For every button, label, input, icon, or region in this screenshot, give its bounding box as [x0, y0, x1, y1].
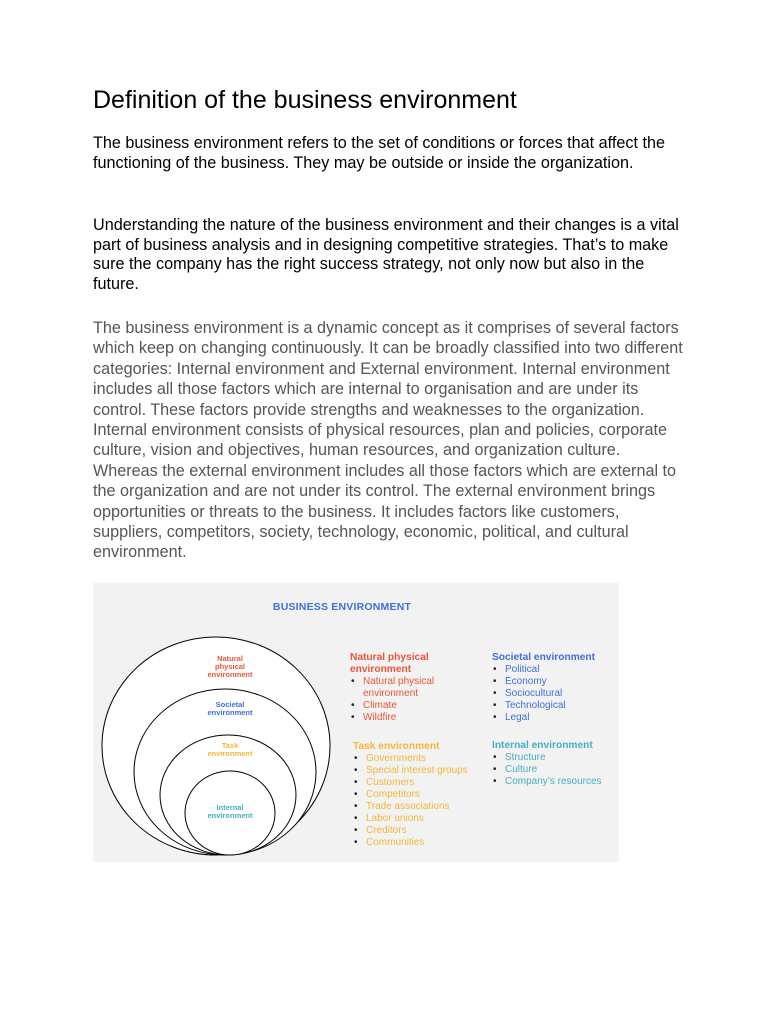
- natural-environment-list: [350, 652, 463, 724]
- list-item: • Communities: [353, 837, 468, 849]
- natural-heading-1: Natural physical: [350, 652, 429, 663]
- list-item: • Natural physical environment: [350, 676, 463, 700]
- circle-label-natural-2: physical: [214, 662, 246, 671]
- page-title: Definition of the business environment: [93, 86, 517, 114]
- circle-label-task-1: Task: [221, 741, 239, 750]
- natural-heading-2: environment: [350, 664, 412, 675]
- list-item: • Competitors: [353, 789, 468, 801]
- list-item: • Labor unions: [353, 813, 468, 825]
- list-item: • Special interest groups: [353, 765, 468, 777]
- circle-label-societal-1: Societal: [215, 700, 245, 709]
- internal-heading: Internal environment: [492, 740, 593, 751]
- paragraph-understanding: Understanding the nature of the business environment and their changes is a vital part of business analysis and in designing competitive strategies. That’s to make sure the company has the right success strategy, not only now but also in the future.: [93, 216, 679, 293]
- list-item: • Trade associations: [353, 801, 468, 813]
- task-environment-list: [353, 741, 468, 849]
- internal-environment-list: [492, 740, 602, 788]
- societal-environment-list: [492, 652, 595, 724]
- circle-label-societal-2: environment: [207, 708, 253, 717]
- list-item: • Company’s resources: [492, 776, 602, 788]
- list-item: • Economy: [492, 676, 595, 688]
- paragraph-dynamic-concept: The business environment is a dynamic concept as it comprises of several factors which keep on changing continuously. It can be broadly classified into two different categories: Internal environment and External environment. Internal environment includes all those factors which are internal to organisation and are under its control. These factors provide strengths and weaknesses to the organization. Internal environment consists of physical resources, plan and policies, corporate culture, vision and objectives, human resources, and organization culture. Whereas the external environment includes all those factors which are external to the organization and are not under its control. The external environment brings opportunities or threats to the business. It includes factors like customers, suppliers, competitors, society, technology, economic, political, and cultural environment.: [93, 319, 683, 562]
- list-item: • Legal: [492, 712, 595, 724]
- list-item: • Creditors: [353, 825, 468, 837]
- circle-label-natural-1: Natural: [217, 654, 243, 663]
- circle-label-internal-1: Internal: [216, 803, 244, 812]
- list-item: • Governments: [353, 753, 468, 765]
- figure-title: BUSINESS ENVIRONMENT: [272, 601, 412, 613]
- circle-label-task-2: environment: [207, 749, 253, 758]
- circle-label-natural-3: environment: [207, 670, 253, 679]
- paragraph-definition: The business environment refers to the set of conditions or forces that affect the functioning of the business. They may be outside or inside the organization.: [93, 134, 665, 172]
- list-item: • Customers: [353, 777, 468, 789]
- list-item: • Culture: [492, 764, 602, 776]
- list-item: • Climate: [350, 700, 463, 712]
- task-heading: Task environment: [353, 741, 440, 752]
- business-environment-figure: [93, 583, 619, 862]
- list-item: • Technological: [492, 700, 595, 712]
- list-item: • Wildfire: [350, 712, 463, 724]
- list-item: • Structure: [492, 752, 602, 764]
- list-item: • Sociocultural: [492, 688, 595, 700]
- list-item: • Political: [492, 664, 595, 676]
- societal-heading: Societal environment: [492, 652, 596, 663]
- circle-label-internal-2: environment: [207, 811, 253, 820]
